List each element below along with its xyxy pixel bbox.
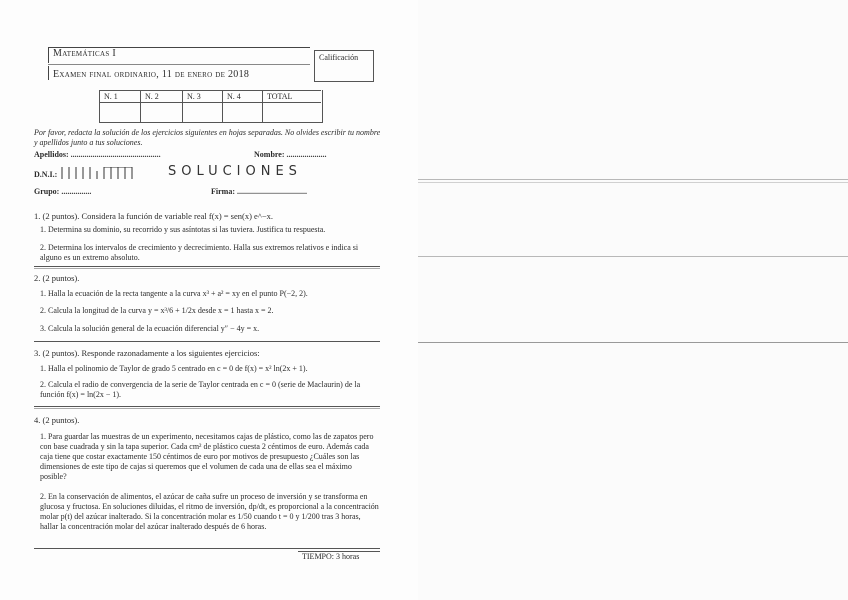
header-rule: [48, 66, 49, 80]
dni-boxes: [60, 166, 140, 178]
question-2-item-2: 2. Calcula la longitud de la curva y = x³/6 + 1/2x desde x = 1 hasta x = 2.: [40, 306, 274, 315]
dni-label: D.N.I.:: [34, 170, 58, 179]
grade-cell-total: TOTAL: [267, 92, 293, 101]
question-divider: [34, 548, 380, 549]
grades-col-sep: [182, 90, 183, 122]
firma-field: Firma: ...................................: [211, 187, 307, 196]
grade-cell-n2: N. 2: [145, 92, 159, 101]
question-2-head: 2. (2 puntos).: [34, 273, 80, 283]
question-divider: [34, 268, 380, 269]
header-rule: [48, 64, 310, 65]
question-2-item-3: 3. Calcula la solución general de la ecuación diferencial y″ − 4y = x.: [40, 324, 260, 333]
ruled-line: [418, 342, 848, 343]
dni-boxes-svg: [60, 167, 140, 179]
header-rule: [48, 47, 49, 63]
question-divider: [34, 266, 380, 267]
question-2-item-1: 1. Halla la ecuación de la recta tangente a la curva x³ + a² = xy en el punto P(−2, 2).: [40, 289, 308, 298]
question-4-head: 4. (2 puntos).: [34, 415, 80, 425]
grade-box: [314, 50, 374, 82]
instructions: Por favor, redacta la solución de los ejercicios siguientes en hojas separadas. No olvides escribir tu nombre y apellidos junto a tus soluciones.: [34, 128, 381, 147]
grade-cell-n1: N. 1: [104, 92, 118, 101]
question-divider: [34, 408, 380, 409]
grades-col-sep: [222, 90, 223, 122]
grupo-field: Grupo: ...............: [34, 187, 92, 196]
question-1-item-1: 1. Determina su dominio, su recorrido y sus asíntotas si las tuviera. Justifica tu respuesta.: [40, 225, 326, 234]
course-title: Matemáticas I: [53, 48, 116, 59]
lined-answer-page: [418, 0, 848, 600]
question-divider: [34, 341, 380, 342]
ruled-line: [418, 182, 848, 183]
grades-table-top: [99, 90, 321, 91]
apellidos-field: Apellidos: .............................................: [34, 150, 161, 159]
question-3-item-2: 2. Calcula el radio de convergencia de la serie de Taylor centrada en c = 0 (serie de Maclaurin) de la función f(x) = ln(2x − 1).: [40, 380, 361, 399]
grade-label: Calificación: [319, 53, 359, 62]
question-4-item-1: 1. Para guardar las muestras de un experimento, necesitamos cajas de plástico, como las de zapatos pero con base cuadrada y sin la tapa superior. Cada cm² de plástico cuesta 2 céntimos de euro. Además cada caja tiene que costar exactamente 150 céntimos de euro por motivos de presupuesto ¿Cuáles son las dimensiones de este tipo de cajas si queremos que el volumen de cada una de ellas sea el máximo posible?: [40, 432, 374, 481]
footer-rule: [298, 551, 380, 552]
question-1-head: 1. (2 puntos). Considera la función de variable real f(x) = sen(x) e^−x.: [34, 211, 273, 221]
grades-col-sep: [262, 90, 263, 122]
grades-col-sep: [140, 90, 141, 122]
question-4-item-2: 2. En la conservación de alimentos, el azúcar de caña sufre un proceso de inversión y se transforma en glucosa y fructosa. En soluciones diluidas, el ritmo de inversión, dp/dt, es proporcional a la concentración molar p(t) del azúcar inalterado. Si la concentración molar es 1/50 cuando t = 0 y 1/200 tras 3 horas, hallar la concentración molar del azúcar inalterado después de 6 horas.: [40, 492, 379, 531]
grades-table-mid: [99, 102, 321, 103]
grade-cell-n4: N. 4: [227, 92, 241, 101]
ruled-line: [418, 179, 848, 180]
exam-title: Examen final ordinario, 11 de enero de 2018: [53, 69, 250, 80]
question-3-item-1: 1. Halla el polinomio de Taylor de grado 5 centrado en c = 0 de f(x) = x² ln(2x + 1).: [40, 364, 308, 373]
nombre-field: Nombre: ....................: [254, 150, 327, 159]
grade-cell-n3: N. 3: [187, 92, 201, 101]
handwritten-solutions: SOLUCIONES: [168, 164, 302, 179]
time-footer: TIEMPO: 3 horas: [302, 552, 360, 561]
question-divider: [34, 406, 380, 407]
question-1-item-2: 2. Determina los intervalos de crecimiento y decrecimiento. Halla sus extremos relativos e indica si alguno es un extremo absoluto.: [40, 243, 359, 262]
ruled-line: [418, 256, 848, 257]
question-3-head: 3. (2 puntos). Responde razonadamente a los siguientes ejercicios:: [34, 348, 260, 358]
